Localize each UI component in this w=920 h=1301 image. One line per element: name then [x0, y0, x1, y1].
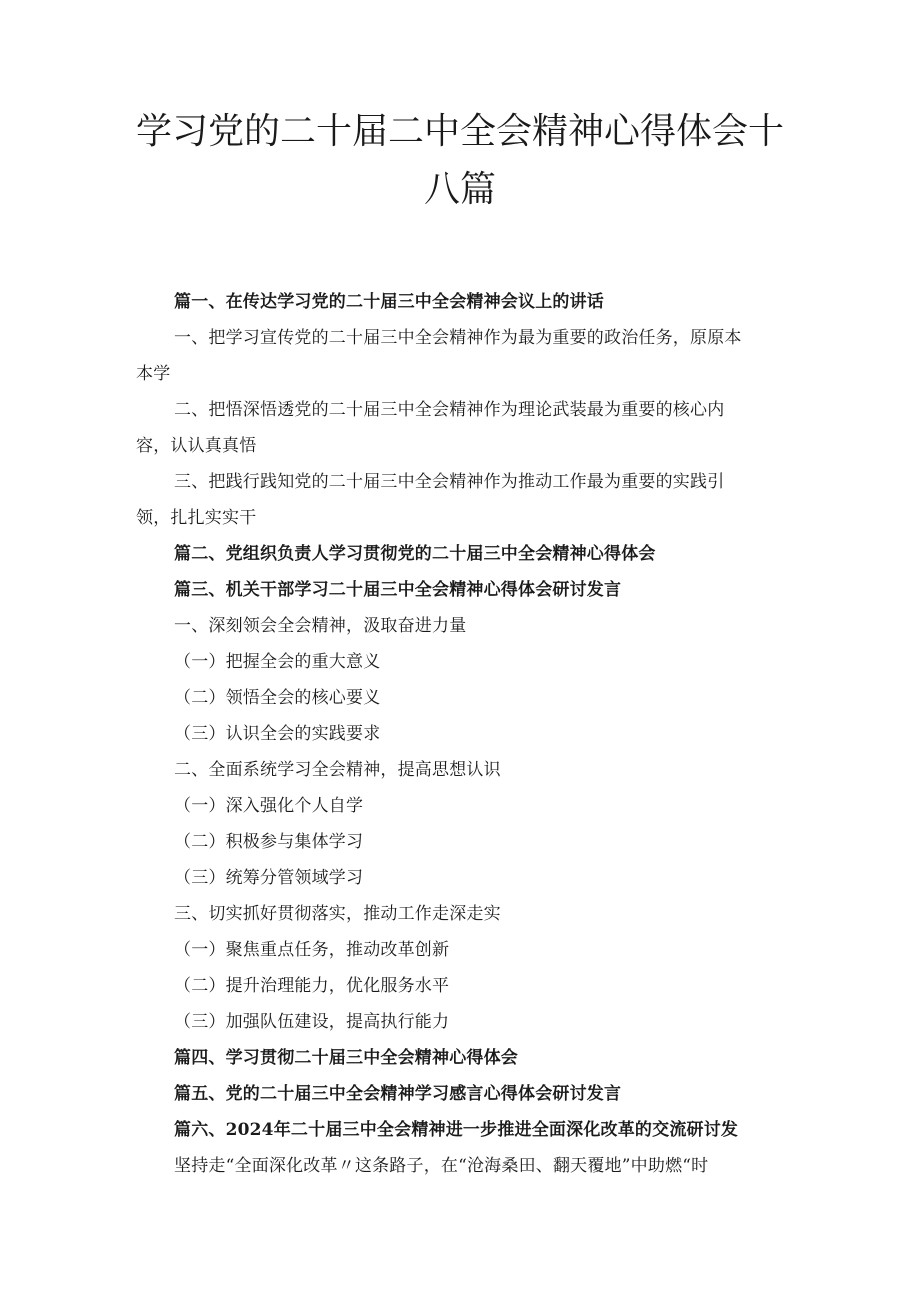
outline-subitem: （一）聚焦重点任务，推动改革创新 — [174, 940, 450, 960]
document-title — [120, 103, 800, 219]
body-line: 三、把践行践知党的二十届三中全会精神作为推动工作最为重要的实践引 — [174, 472, 725, 492]
section-heading-6: 篇六、2024年二十届三中全会精神进一步推进全面深化改革的交流研讨发 — [174, 1120, 739, 1140]
section-heading-5: 篇五、党的二十届三中全会精神学习感言心得体会研讨发言 — [174, 1084, 622, 1104]
outline-item: 二、全面系统学习全会精神，提高思想认识 — [174, 760, 501, 780]
outline-subitem: （一）深入强化个人自学 — [174, 796, 364, 816]
outline-subitem: （三）统筹分管领域学习 — [174, 868, 364, 888]
body-line: 坚持走“全面深化改革〃这条路子，在“沧海桑田、翻天覆地”中助燃“时 — [174, 1156, 709, 1176]
body-line: 本学 — [136, 364, 171, 384]
outline-subitem: （三）加强队伍建设，提高执行能力 — [174, 1012, 450, 1032]
section-heading-4: 篇四、学习贯彻二十届三中全会精神心得体会 — [174, 1048, 518, 1068]
outline-subitem: （三）认识全会的实践要求 — [174, 724, 381, 744]
body-line: 一、把学习宣传党的二十届三中全会精神作为最为重要的政治任务，原原本 — [174, 328, 742, 348]
outline-subitem: （二）积极参与集体学习 — [174, 832, 364, 852]
outline-item: 一、深刻领会全会精神，汲取奋进力量 — [174, 616, 467, 636]
body-line: 二、把悟深悟透党的二十届三中全会精神作为理论武装最为重要的核心内 — [174, 400, 725, 420]
section-heading-3: 篇三、机关干部学习二十届三中全会精神心得体会研讨发言 — [174, 580, 622, 600]
document-title-line-1: 学习党的二十届二中全会精神心得体会十 — [135, 111, 784, 152]
section-heading-2: 篇二、党组织负责人学习贯彻党的二十届三中全会精神心得体会 — [174, 544, 656, 564]
outline-subitem: （一）把握全会的重大意义 — [174, 652, 381, 672]
section-heading-1: 篇一、在传达学习党的二十届三中全会精神会议上的讲话 — [174, 292, 604, 312]
body-line: 容，认认真真悟 — [136, 436, 257, 456]
outline-subitem: （二）领悟全会的核心要义 — [174, 688, 381, 708]
outline-subitem: （二）提升治理能力，优化服务水平 — [174, 976, 450, 996]
body-line: 领，扎扎实实干 — [136, 508, 257, 528]
document-title-line-2: 八篇 — [423, 169, 496, 210]
outline-item: 三、切实抓好贯彻落实，推动工作走深走实 — [174, 904, 501, 924]
